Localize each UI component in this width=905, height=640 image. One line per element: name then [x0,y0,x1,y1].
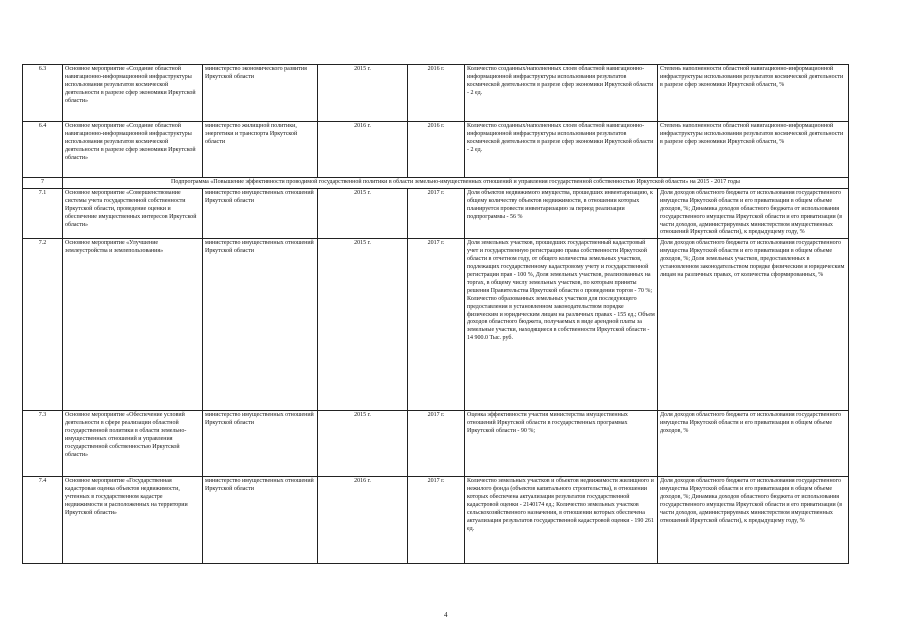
table-row [23,122,849,178]
end-year: 2016 г. [408,122,465,178]
end-year: 2017 г. [408,477,465,564]
subprogram-row [23,178,849,189]
target-indicator: Степень наполненности областной навигационно-информационной инфраструктуры использования результатов космической деятельности в разрезе сфер экономики Иркутской области, % [658,65,849,122]
executor: министерство имущественных отношений Иркутской области [203,239,318,411]
event-name: Основное мероприятие «Государственная кадастровая оценка объектов недвижимости, учтенных в государственном кадастре недвижимости и расположенных на территории Иркутской области» [63,477,203,564]
event-name: Основное мероприятие «Улучшение землеустройства и землепользования» [63,239,203,411]
event-name: Основное мероприятие «Совершенствование системы учета государственной собственности Иркутской области, проведение оценки и обеспечение имущественных интересов Иркутской области» [63,188,203,238]
target-indicator: Доля доходов областного бюджета от использования государственного имущества Иркутской области и его приватизации в общем объеме доходов, %; Доля земельных участков, предоставленных в установленном законодательством порядке физическим и юридическим лицам на различных правах, от количества сформированных, % [658,239,849,411]
page-number: 4 [444,611,448,619]
row-number: 7.2 [23,239,63,411]
executor: министерство имущественных отношений Иркутской области [203,411,318,477]
indicator: Количество земельных участков и объектов недвижимости жилищного и нежилого фонда (объектов капитального строительства), в отношении которых обеспечена актуализация результатов государственной кадастровой оценки - 2140174 ед.; Количество земельных участков сельскохозяйственного назначения, в отношении которых обеспечена актуализация результатов государственной кадастровой оценки - 190 261 ед. [465,477,658,564]
start-year: 2015 г. [318,411,408,477]
target-indicator: Доля доходов областного бюджета от использования государственного имущества Иркутской области и его приватизации в общем объеме доходов, %; Динамика доходов областного бюджета от использования государственного имущества Иркутской области и его приватизации (в части доходов, администрируемых министерством имущественных отношений Иркутской области), к предыдущему году, % [658,188,849,238]
start-year: 2016 г. [318,477,408,564]
table-row [23,239,849,411]
indicator: Доля объектов недвижимого имущества, прошедших инвентаризацию, к общему количеству объектов недвижимости, в отношении которых планируется провести инвентаризацию за период реализации подпрограммы - 56 % [465,188,658,238]
target-indicator: Доля доходов областного бюджета от использования государственного имущества Иркутской области и его приватизации в общем объеме доходов, %; Динамика доходов областного бюджета от использования государственного имущества Иркутской области и его приватизации (в части доходов, администрируемых министерством имущественных отношений Иркутской области), к предыдущему году, % [658,477,849,564]
table-row [23,65,849,122]
indicator: Количество созданных/наполненных слоев областной навигационно-информационной инфраструктуры использования результатов космической деятельности в разрезе сфер экономики Иркутской области - 2 ед. [465,122,658,178]
start-year: 2015 г. [318,239,408,411]
start-year: 2016 г. [318,122,408,178]
table-row [23,477,849,564]
row-number: 7.4 [23,477,63,564]
indicator: Оценка эффективности участия министерства имущественных отношений Иркутской области в государственных программах Иркутской области - 90 %; [465,411,658,477]
indicator: Доля земельных участков, прошедших государственный кадастровый учет и государственную регистрацию права собственности Иркутской области в отчетном году, от общего количества земельных участков, подлежащих государственному кадастровому учету и государственной регистрации прав - 100 %, Доля земельных участков, реализованных на торгах, в общему числу земельных участков, по которым приняты решения Правительства Иркутской области о проведении торгов - 70 %; Количество образованных земельных участков для последующего предоставления в установленном законодательством порядке физическим и юридическим лицам на различных правах - 155 ед.; Объем доходов областного бюджета, получаемых в виде арендной платы за земельные участки, находящиеся в собственности Иркутской области - 14 900.0 Тыс. руб. [465,239,658,411]
indicator: Количество созданных/наполненных слоев областной навигационно-информационной инфраструктуры использования результатов космической деятельности в разрезе сфер экономики Иркутской области - 2 ед. [465,65,658,122]
executor: министерство жилищной политики, энергетики и транспорта Иркутской области [203,122,318,178]
event-name: Основное мероприятие «Обеспечение условий деятельности в сфере реализации областной государственной политики в области земельно-имущественных отношений и управления государственной собственностью Иркутской области» [63,411,203,477]
target-indicator: Степень наполненности областной навигационно-информационной инфраструктуры использования результатов космической деятельности в разрезе сфер экономики Иркутской области, % [658,122,849,178]
subprogram-title: Подпрограмма «Повышение эффективности проводимой государственной политики в области земельно-имущественных отношений и управления государственной собственностью Иркутской области» на 2015 - 2017 годы [63,178,849,189]
end-year: 2017 г. [408,411,465,477]
row-number: 6.3 [23,65,63,122]
program-events-table [22,64,849,564]
start-year: 2015 г. [318,65,408,122]
end-year: 2016 г. [408,65,465,122]
event-name: Основное мероприятие «Создание областной навигационно-информационной инфраструктуры использования результатов космической деятельности в разрезе сфер экономики Иркутской области» [63,65,203,122]
target-indicator: Доля доходов областного бюджета от использования государственного имущества Иркутской области и его приватизации в общем объеме доходов, % [658,411,849,477]
start-year: 2015 г. [318,188,408,238]
event-name: Основное мероприятие «Создание областной навигационно-информационной инфраструктуры использования результатов космической деятельности в разрезе сфер экономики Иркутской области» [63,122,203,178]
section-number: 7 [23,178,63,189]
row-number: 7.3 [23,411,63,477]
end-year: 2017 г. [408,188,465,238]
executor: министерство имущественных отношений Иркутской области [203,188,318,238]
executor: министерство экономического развития Иркутской области [203,65,318,122]
table-row [23,188,849,238]
executor: министерство имущественных отношений Иркутской области [203,477,318,564]
table-row [23,411,849,477]
end-year: 2017 г. [408,239,465,411]
row-number: 6.4 [23,122,63,178]
row-number: 7.1 [23,188,63,238]
